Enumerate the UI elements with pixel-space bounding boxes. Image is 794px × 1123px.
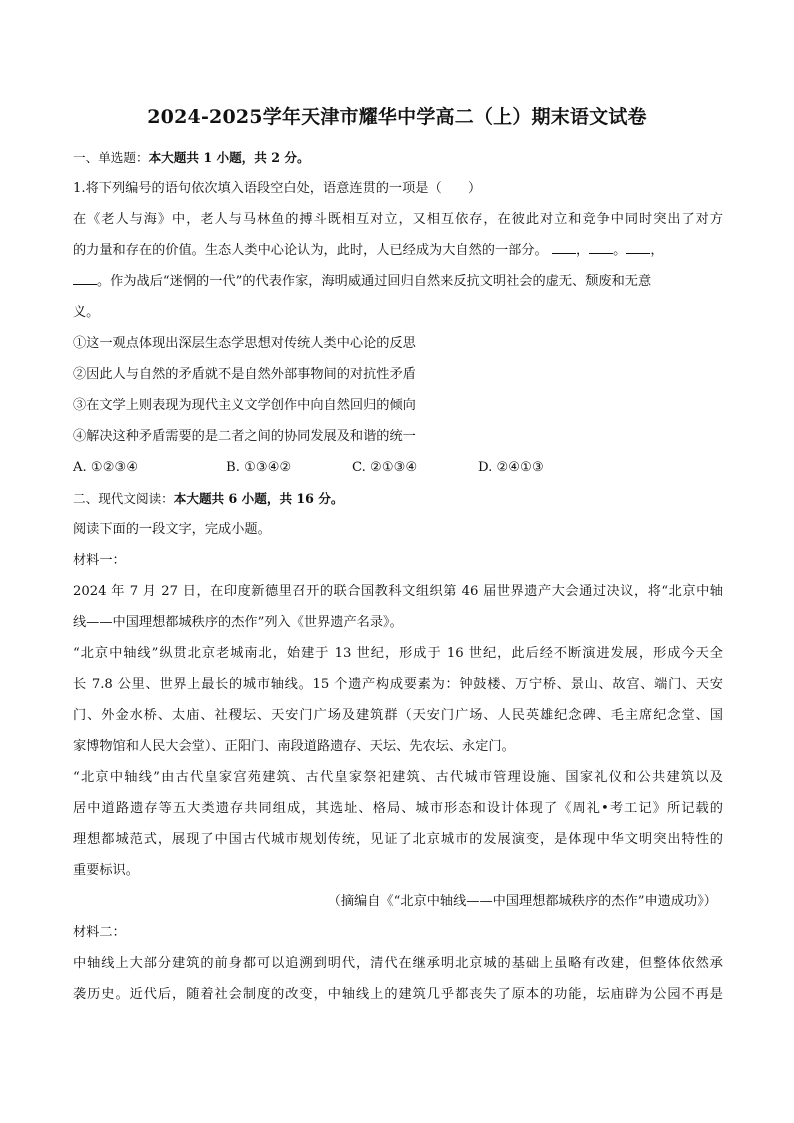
material-1-line-3: “北京中轴线”纵贯北京老城南北，始建于 13 世纪，形成于 16 世纪，此后经不断演进发展，形成今天全 <box>73 646 723 661</box>
option-2: ②因此人与自然的矛盾就不是自然外部事物间的对抗性矛盾 <box>73 367 416 382</box>
material-1-label: 材料一： <box>73 553 126 568</box>
passage-line-3 <box>73 266 723 297</box>
answer-blank-1 <box>552 241 576 254</box>
material-1-line-5: 门、外金水桥、太庙、社稷坛、天安门广场及建筑群（天安门广场、人民英雄纪念碑、毛主席纪念堂、国 <box>73 708 723 723</box>
material-2-line-1: 中轴线上大部分建筑的前身都可以追溯到明代，清代在继承明北京城的基础上虽略有改建，但整体依然承 <box>73 956 723 971</box>
material-1-line-2: 线——中国理想都城秩序的杰作”列入《世界遗产名录》。 <box>73 615 403 630</box>
passage-line-2: 的力量和存在的价值。生态人类中心论认为，此时，人已经成为大自然的一部分。 ， 。 ， <box>73 243 664 258</box>
material-2-label: 材料二： <box>73 925 126 940</box>
answer-blank-3 <box>626 241 650 254</box>
answer-choices <box>73 452 723 483</box>
section-heading-2-label: 二、现代文阅读： <box>73 491 174 506</box>
material-1-source: （摘编自《“北京中轴线——中国理想都城秩序的杰作”申遗成功》） <box>327 894 717 909</box>
choice-a[interactable]: A. ①②③④ <box>73 460 139 475</box>
reading-instruction: 阅读下面的一段文字，完成小题。 <box>73 522 271 537</box>
material-1-line-1: 2024 年 7 月 27 日，在印度新德里召开的联合国教科文组织第 46 届世界遗产大会通过决议，将“北京中轴 <box>73 584 723 599</box>
choice-b[interactable]: B. ①③④② <box>226 460 292 475</box>
choice-d[interactable]: D. ②④①③ <box>478 460 544 475</box>
material-1-line-9: 理想都城范式，展现了中国古代城市规划传统，见证了北京城市的发展演变，是体现中华文明突出特性的 <box>73 832 723 847</box>
choice-c[interactable]: C. ②①③④ <box>352 460 418 475</box>
option-3: ③在文学上则表现为现代主义文学创作中向自然回归的倾向 <box>73 398 416 413</box>
section-heading-1 <box>73 142 723 173</box>
answer-blank-4 <box>73 272 97 285</box>
option-4: ④解决这种矛盾需要的是二者之间的协同发展及和谐的统一 <box>73 429 416 444</box>
option-1: ①这一观点体现出深层生态学思想对传统人类中心论的反思 <box>73 336 416 351</box>
passage-line-2-text: 的力量和存在的价值。生态人类中心论认为，此时，人已经成为大自然的一部分。 <box>73 243 548 258</box>
material-2-line-2: 袭历史。近代后，随着社会制度的改变，中轴线上的建筑几乎都丧失了原本的功能，坛庙辟为公园不再是 <box>73 987 723 1002</box>
section-heading-1-label: 一、单选题： <box>73 150 149 165</box>
material-1-line-10: 重要标识。 <box>73 863 139 878</box>
material-1-line-4: 长 7.8 公里、世界上最长的城市轴线。15 个遗产构成要素为：钟鼓楼、万宁桥、景山、故宫、端门、天安 <box>73 677 723 692</box>
question-1-stem: 1.将下列编号的语句依次填入语段空白处，语意连贯的一项是（ ） <box>73 181 482 196</box>
section-heading-2-detail: 本大题共 6 小题，共 16 分。 <box>173 491 344 506</box>
passage-line-4: 义。 <box>73 305 100 320</box>
material-1-line-7: “北京中轴线”由古代皇家宫苑建筑、古代皇家祭祀建筑、古代城市管理设施、国家礼仪和公共建筑以及 <box>73 770 723 785</box>
section-heading-1-detail: 本大题共 1 小题，共 2 分。 <box>148 150 310 165</box>
passage-line-3-text: 。作为战后“迷惘的一代”的代表作家，海明威通过回归自然来反抗文明社会的虚无、颓废和无意 <box>97 274 652 289</box>
section-heading-2 <box>73 483 723 514</box>
material-1-line-8: 居中道路遗存等五大类遗存共同组成，其选址、格局、城市形态和设计体现了《周礼•考工记》所记载的 <box>73 801 723 816</box>
passage-line-1: 在《老人与海》中，老人与马林鱼的搏斗既相互对立，又相互依存，在彼此对立和竞争中同时突出了对方 <box>73 212 723 227</box>
exam-content <box>73 142 723 1010</box>
answer-blank-2 <box>589 241 613 254</box>
material-1-line-6: 家博物馆和人民大会堂）、正阳门、南段道路遗存、天坛、先农坛、永定门。 <box>73 739 515 754</box>
page-title: 2024-2025学年天津市耀华中学高二（上）期末语文试卷 <box>147 106 647 128</box>
